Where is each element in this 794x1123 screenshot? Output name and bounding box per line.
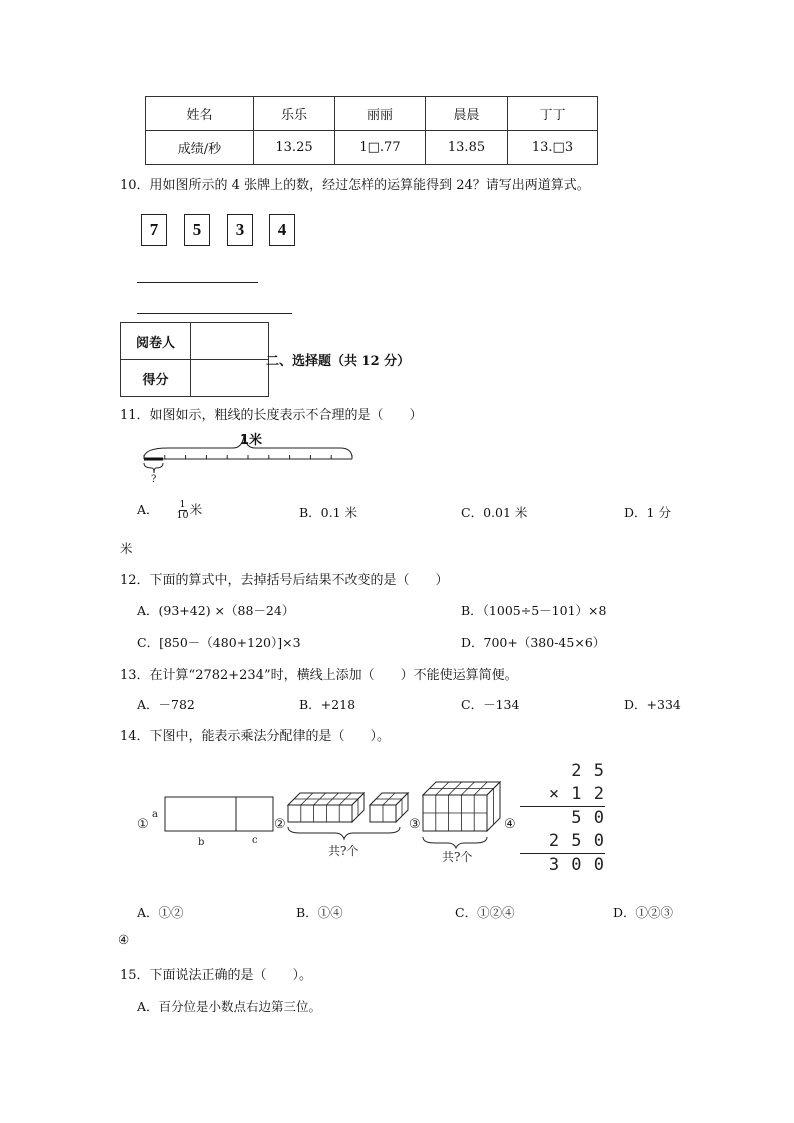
figure-number-4: ④ — [504, 817, 516, 832]
vertical-calculation — [520, 760, 605, 877]
option-a[interactable]: A．百分位是小数点右边第三位。 — [137, 999, 322, 1014]
ruler-label: 1米 — [240, 433, 263, 448]
figure-number-3: ③ — [409, 817, 421, 832]
option-b[interactable]: B．0.1 米 — [299, 505, 358, 520]
question-12-text: 12．下面的算式中，去掉括号后结果不改变的是（ ） — [120, 573, 449, 588]
cube-block-large — [288, 793, 364, 822]
answer-line-1[interactable] — [137, 282, 258, 283]
score-label: 得分 — [121, 360, 191, 397]
score-input[interactable] — [191, 360, 269, 397]
option-d[interactable]: D．①②③ — [613, 905, 674, 920]
option-c[interactable]: C．0.01 米 — [461, 505, 528, 520]
option-c[interactable]: C．－134 — [461, 697, 520, 712]
grader-box — [120, 322, 269, 397]
option-a[interactable]: A．(93+42) ×（88－24） — [137, 603, 295, 618]
question-10-text: 10．用如图所示的 4 张牌上的数，经过怎样的运算能得到 24？请写出两道算式。 — [120, 178, 590, 193]
option-c[interactable]: C．[850－（480+120）]×3 — [137, 635, 301, 650]
table-header-cell: 乐乐 — [254, 97, 335, 131]
option-a[interactable]: A．①② — [137, 905, 184, 920]
option-c[interactable]: C．①②④ — [455, 905, 515, 920]
grader-label: 阅卷人 — [121, 323, 191, 360]
calc-row-2: × 1 2 — [520, 783, 605, 807]
table-header-cell: 丁丁 — [508, 97, 598, 131]
number-card: 4 — [269, 214, 295, 246]
label-c: c — [252, 835, 258, 846]
table-cell: 13.□3 — [508, 131, 598, 165]
score-table — [145, 96, 598, 165]
option-a-label: A． — [137, 502, 159, 517]
table-cell: 1□.77 — [335, 131, 426, 165]
option-a-unit: 米 — [189, 502, 203, 517]
table-cell: 13.85 — [426, 131, 508, 165]
answer-line-2[interactable] — [137, 313, 292, 314]
count-label-3: 共?个 — [442, 850, 473, 864]
ruler-ticks — [144, 455, 352, 459]
table-header-cell: 姓名 — [146, 97, 254, 131]
option-a[interactable] — [137, 500, 202, 521]
option-d[interactable]: D．1 分 — [624, 505, 671, 520]
table-row — [146, 131, 598, 165]
cube-block-3 — [423, 782, 500, 831]
table-header-cell: 晨晨 — [426, 97, 508, 131]
question-14-text: 14．下图中，能表示乘法分配律的是（ ）。 — [120, 729, 391, 744]
option-d[interactable]: D．+334 — [624, 697, 681, 712]
small-brace — [144, 463, 163, 473]
number-card: 7 — [141, 214, 167, 246]
rectangle-figure — [165, 797, 273, 831]
table-cell: 13.25 — [254, 131, 335, 165]
table-row-label: 成绩/秒 — [146, 131, 254, 165]
question-13-text: 13．在计算“2782+234”时，横线上添加（ ）不能使运算简便。 — [120, 668, 518, 683]
label-a: a — [152, 809, 158, 820]
calc-row-1: 2 5 — [571, 761, 605, 781]
option-b[interactable]: B．①④ — [296, 905, 343, 920]
question-15-text: 15．下面说法正确的是（ ）。 — [120, 968, 313, 983]
label-b: b — [198, 837, 205, 848]
table-header-cell: 丽丽 — [335, 97, 426, 131]
grader-input[interactable] — [191, 323, 269, 360]
option-b[interactable]: B．（1005÷5－101）×8 — [461, 603, 607, 618]
option-b[interactable]: B．+218 — [299, 697, 356, 712]
option-a[interactable]: A．－782 — [137, 697, 195, 712]
number-card: 3 — [227, 214, 253, 246]
brace-3 — [423, 837, 487, 848]
brace-2 — [288, 827, 400, 839]
figure-number-1: ① — [137, 817, 149, 832]
count-label-2: 共?个 — [328, 844, 359, 858]
table-header-row — [146, 97, 598, 131]
option-d[interactable]: D．700+（380-45×6） — [461, 635, 606, 650]
ruler-mark: ? — [151, 474, 157, 484]
option-d-wrap: 米 — [120, 541, 133, 556]
section-title: 二、选择题（共 12 分） — [266, 354, 411, 369]
calc-row-3: 5 0 — [571, 808, 605, 828]
fraction: $\frac{1}{10}$ — [176, 499, 189, 521]
cube-block-small — [370, 793, 408, 822]
calc-row-5: 3 0 0 — [548, 855, 605, 875]
figure-number-2: ② — [274, 817, 286, 832]
number-card: 5 — [184, 214, 210, 246]
calc-row-4: 2 5 0 — [520, 830, 605, 854]
question-11-text: 11．如图如示，粗线的长度表示不合理的是（ ） — [120, 408, 423, 423]
option-d-wrap: ④ — [118, 932, 130, 947]
